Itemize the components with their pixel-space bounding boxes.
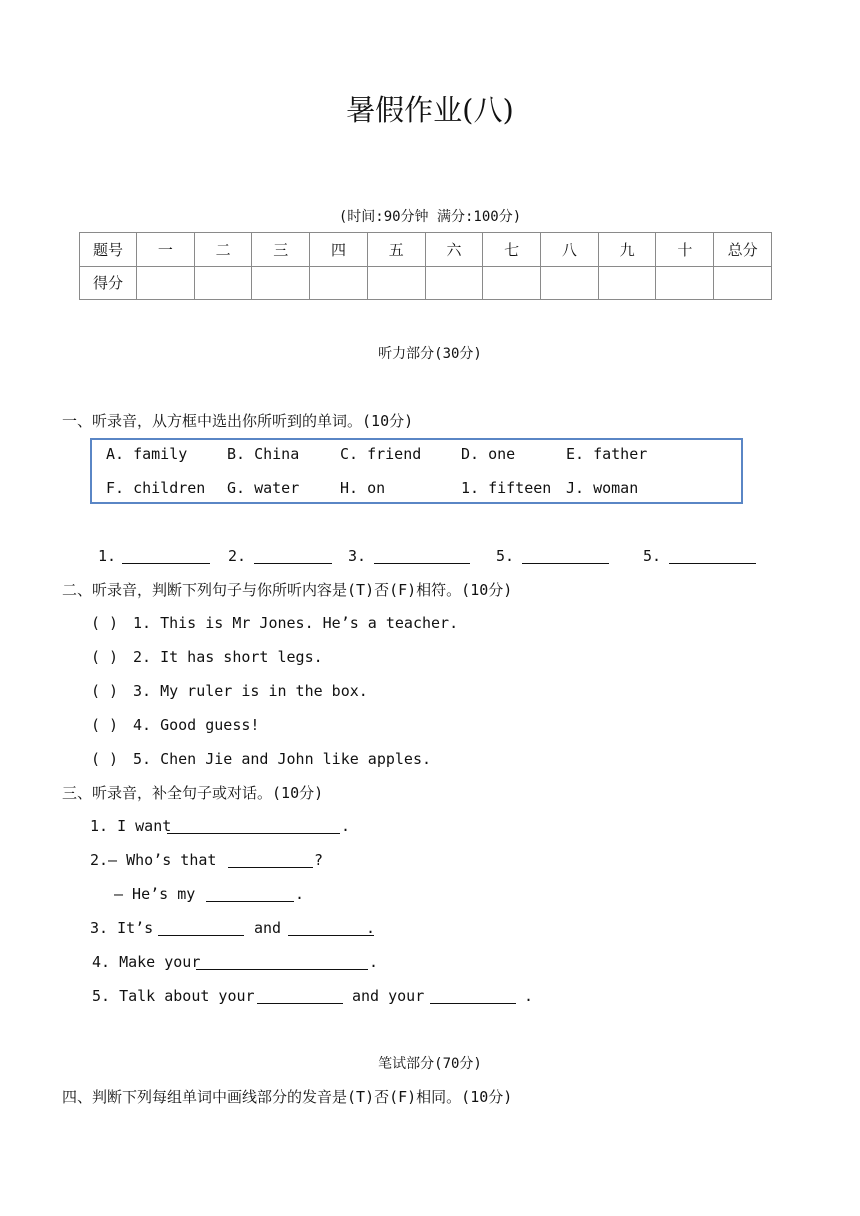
tf-paren[interactable]: ( ) [91,614,119,632]
fill-blank[interactable] [206,901,294,902]
fill-q2b-end: . [295,885,305,903]
fill-blank[interactable] [228,867,313,868]
answer-blank[interactable] [374,563,470,564]
option-j: J. woman [566,479,639,497]
score-cell[interactable] [483,266,541,300]
tf-paren[interactable]: ( ) [91,682,119,700]
answer-blank[interactable] [254,563,332,564]
score-cell[interactable] [714,266,772,300]
score-cell[interactable] [137,266,195,300]
tf-item: 5. Chen Jie and John like apples. [133,750,432,768]
option-d: D. one [461,445,516,463]
score-table-col: 三 [252,233,310,267]
score-table-row-label: 得分 [80,266,137,300]
answer-number: 2. [228,547,247,565]
answer-blank[interactable] [522,563,609,564]
fill-q2b-text: — He’s my [114,885,196,903]
tf-item: 1. This is Mr Jones. He’s a teacher. [133,614,459,632]
fill-blank[interactable] [257,1003,343,1004]
section-3-title: 三、听录音，补全句子或对话。(10分) [62,784,324,802]
option-i: 1. fifteen [461,479,552,497]
option-a: A. family [106,445,188,463]
option-g: G. water [227,479,300,497]
score-cell[interactable] [598,266,656,300]
fill-q4-text: 4. Make your [92,953,201,971]
fill-q1-text: 1. I want [90,817,172,835]
written-heading: 笔试部分(70分) [378,1056,482,1072]
score-table-col: 五 [367,233,425,267]
score-cell[interactable] [194,266,252,300]
fill-q1-end: . [341,817,351,835]
tf-paren[interactable]: ( ) [91,750,119,768]
score-cell[interactable] [310,266,368,300]
fill-blank[interactable] [196,969,368,970]
score-table-col: 一 [137,233,195,267]
option-h: H. on [340,479,386,497]
fill-q5-text: 5. Talk about your [92,987,255,1005]
answer-number: 5. [643,547,662,565]
section-2-title: 二、听录音，判断下列句子与你所听内容是(T)否(F)相符。(10分) [62,581,513,599]
score-table-col: 四 [310,233,368,267]
score-table-header-row [80,233,772,267]
section-1-title: 一、听录音，从方框中选出你所听到的单词。(10分) [62,412,414,430]
score-table-col: 九 [598,233,656,267]
option-b: B. China [227,445,300,463]
fill-q2a-text: 2.— Who’s that [90,851,217,869]
fill-blank[interactable] [158,935,244,936]
option-e: E. father [566,445,648,463]
option-c: C. friend [340,445,422,463]
section-4-title: 四、判断下列每组单词中画线部分的发音是(T)否(F)相同。(10分) [62,1088,513,1106]
answer-number: 5. [496,547,515,565]
score-cell[interactable] [541,266,599,300]
fill-q5-end: . [524,987,534,1005]
score-cell[interactable] [367,266,425,300]
answer-blank[interactable] [122,563,210,564]
tf-item: 4. Good guess! [133,716,260,734]
fill-blank[interactable] [430,1003,516,1004]
fill-blank[interactable] [288,935,374,936]
answer-blank[interactable] [669,563,756,564]
answer-number: 1. [98,547,117,565]
score-table-col: 十 [656,233,714,267]
fill-blank[interactable] [167,833,340,834]
score-cell[interactable] [656,266,714,300]
fill-q5-mid: and your [352,987,425,1005]
score-cell[interactable] [425,266,483,300]
fill-q3-text: 3. It’s [90,919,154,937]
score-table-header-label: 题号 [80,233,137,267]
score-table-score-row [80,266,772,300]
fill-q2a-end: ? [314,851,324,869]
score-table-col: 二 [194,233,252,267]
exam-meta: (时间:90分钟 满分:100分) [338,209,522,225]
answer-number: 3. [348,547,367,565]
score-cell[interactable] [252,266,310,300]
tf-item: 2. It has short legs. [133,648,323,666]
tf-paren[interactable]: ( ) [91,716,119,734]
score-table-col: 六 [425,233,483,267]
fill-q3-mid: and [254,919,282,937]
score-table-col: 八 [541,233,599,267]
score-table-col: 总分 [714,233,772,267]
page-title: 暑假作业(八) [346,93,514,127]
tf-item: 3. My ruler is in the box. [133,682,368,700]
score-table-col: 七 [483,233,541,267]
fill-q4-end: . [369,953,379,971]
listening-heading: 听力部分(30分) [378,346,482,362]
tf-paren[interactable]: ( ) [91,648,119,666]
score-table [79,232,772,300]
fill-q3-end: . [366,919,376,937]
option-f: F. children [106,479,206,497]
